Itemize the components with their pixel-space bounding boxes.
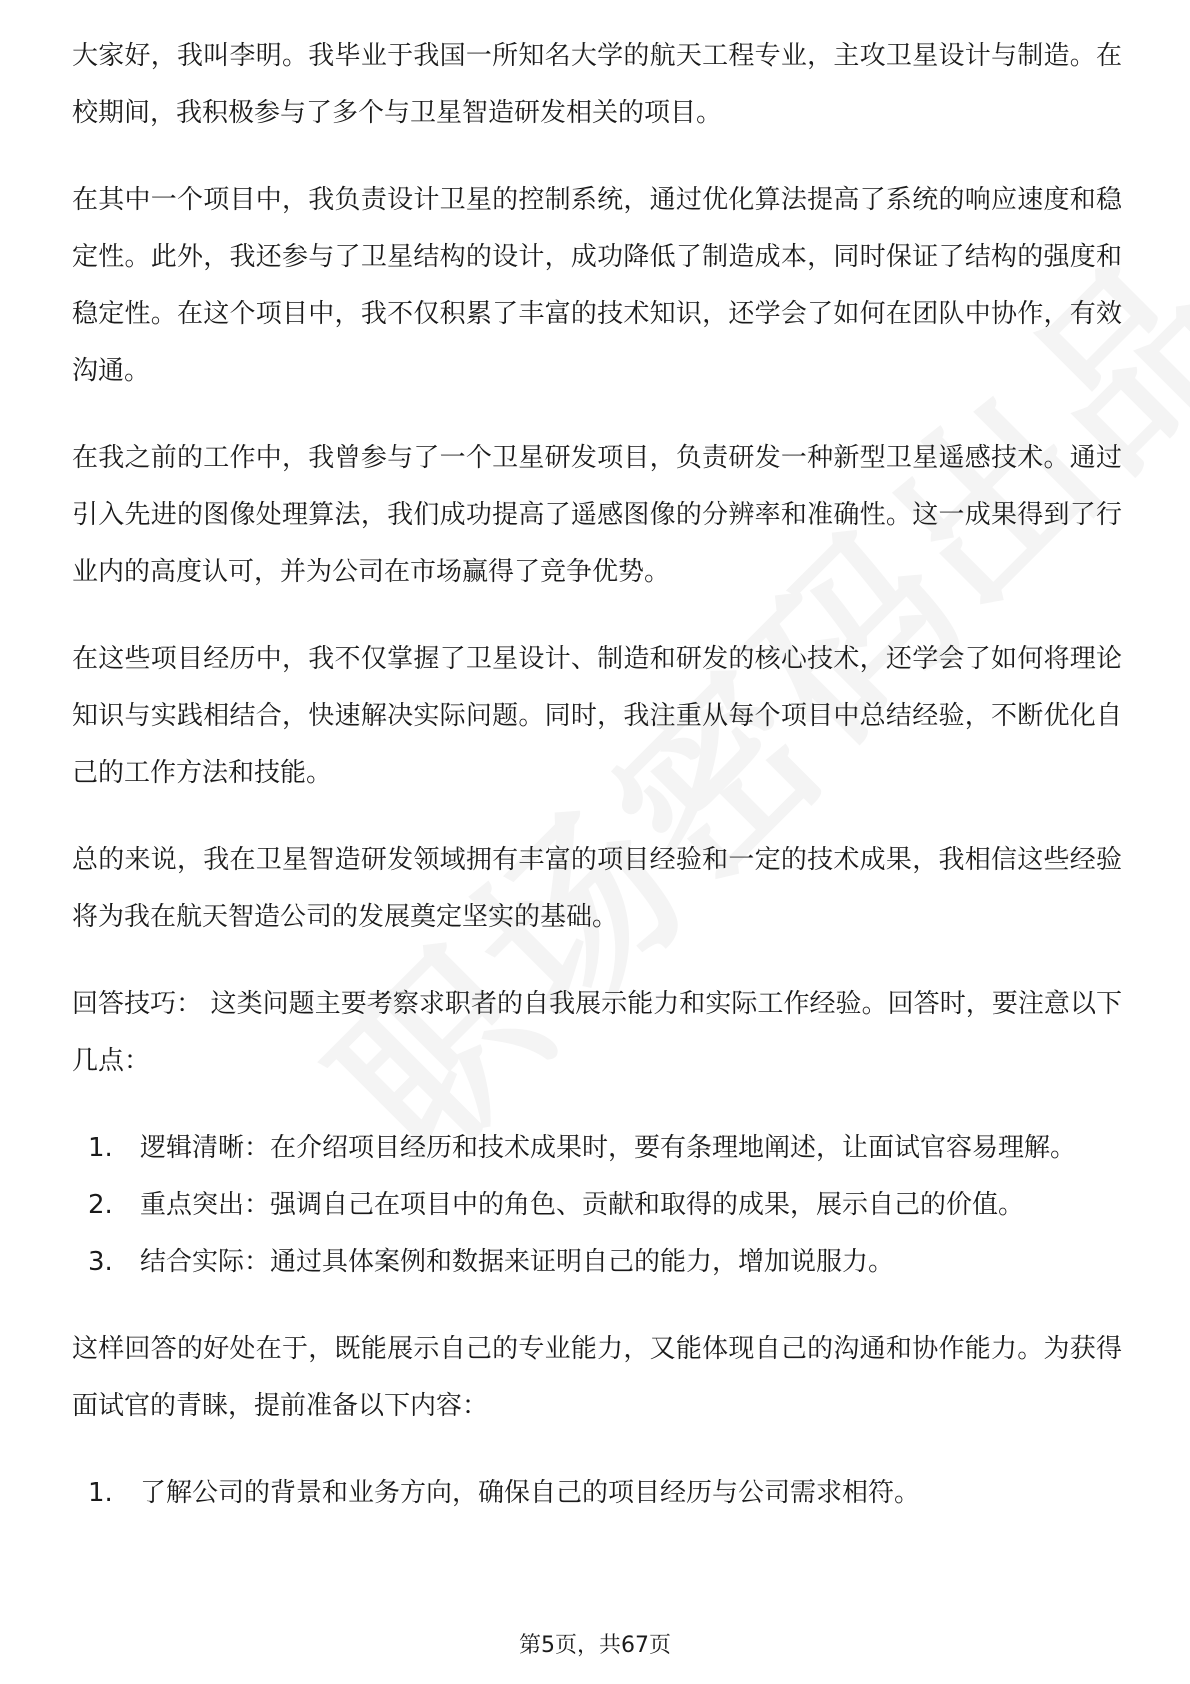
list-number: 1. <box>88 1478 113 1508</box>
list-item <box>72 1234 1122 1291</box>
list-number: 3. <box>88 1247 113 1277</box>
paragraph-summary: 总的来说，我在卫星智造研发领域拥有丰富的项目经验和一定的技术成果，我相信这些经验将为我在航天智造公司的发展奠定坚实的基础。 <box>72 845 1122 932</box>
page-number-footer: 第5页，共67页 <box>519 1633 671 1658</box>
list-number: 2. <box>88 1190 113 1220</box>
list-text: 重点突出：强调自己在项目中的角色、贡献和取得的成果，展示自己的价值。 <box>140 1190 1025 1220</box>
list-item <box>72 1120 1122 1177</box>
prep-list <box>72 1465 1122 1522</box>
list-item <box>72 1465 1122 1522</box>
paragraph-experience: 在这些项目经历中，我不仅掌握了卫星设计、制造和研发的核心技术，还学会了如何将理论知识与实践相结合，快速解决实际问题。同时，我注重从每个项目中总结经验，不断优化自己的工作方法和技能。 <box>72 644 1122 788</box>
list-text: 结合实际：通过具体案例和数据来证明自己的能力，增加说服力。 <box>140 1247 895 1277</box>
list-number: 1. <box>88 1133 113 1163</box>
paragraph-intro: 大家好，我叫李明。我毕业于我国一所知名大学的航天工程专业，主攻卫星设计与制造。在校期间，我积极参与了多个与卫星智造研发相关的项目。 <box>72 41 1122 128</box>
paragraph-closing: 这样回答的好处在于，既能展示自己的专业能力，又能体现自己的沟通和协作能力。为获得面试官的青睐，提前准备以下内容： <box>72 1334 1122 1421</box>
paragraph-tips-intro: 回答技巧： 这类问题主要考察求职者的自我展示能力和实际工作经验。回答时，要注意以下几点： <box>72 989 1122 1076</box>
list-item <box>72 1177 1122 1234</box>
list-text: 逻辑清晰：在介绍项目经历和技术成果时，要有条理地阐述，让面试官容易理解。 <box>140 1133 1077 1163</box>
paragraph-previous-work: 在我之前的工作中，我曾参与了一个卫星研发项目，负责研发一种新型卫星遥感技术。通过引入先进的图像处理算法，我们成功提高了遥感图像的分辨率和准确性。这一成果得到了行业内的高度认可，并为公司在市场赢得了竞争优势。 <box>72 443 1122 587</box>
tips-list <box>72 1120 1122 1291</box>
document-body <box>72 28 1122 1552</box>
list-text: 了解公司的背景和业务方向，确保自己的项目经历与公司需求相符。 <box>140 1478 921 1508</box>
paragraph-project: 在其中一个项目中，我负责设计卫星的控制系统，通过优化算法提高了系统的响应速度和稳定性。此外，我还参与了卫星结构的设计，成功降低了制造成本，同时保证了结构的强度和稳定性。在这个项目中，我不仅积累了丰富的技术知识，还学会了如何在团队中协作，有效沟通。 <box>72 185 1122 386</box>
